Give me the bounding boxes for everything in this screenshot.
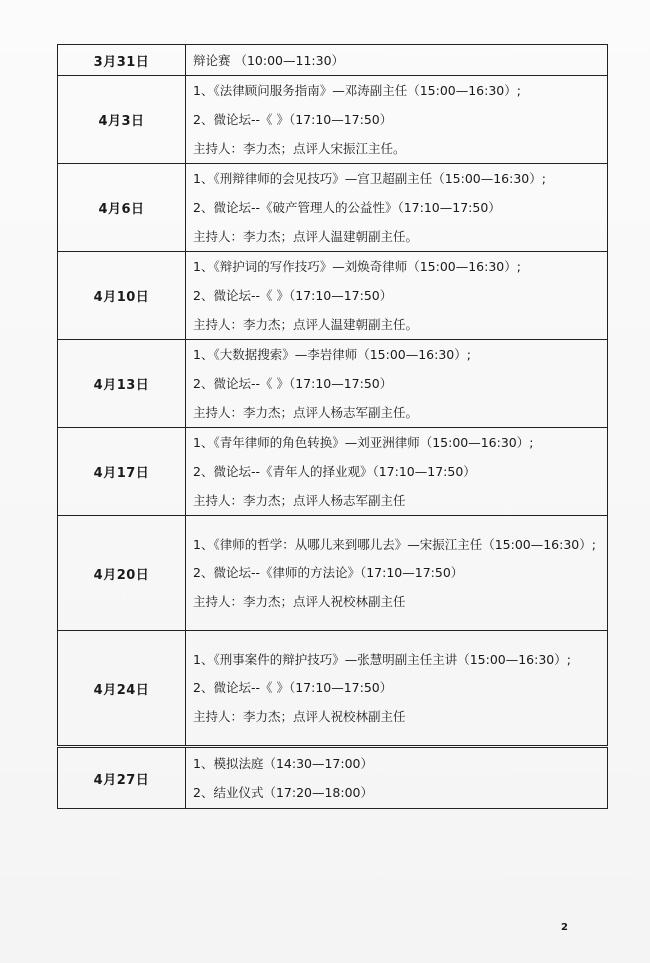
table-row (58, 631, 608, 747)
content-cell (186, 631, 608, 747)
date-cell: 4月10日 (58, 252, 186, 340)
content-line: 1、模拟法庭（14:30—17:00） (193, 756, 373, 771)
content-line: 1、《法律顾问服务指南》—邓涛副主任（15:00—16:30）; (193, 83, 521, 98)
date-cell: 4月17日 (58, 428, 186, 516)
content-line: 主持人：李力杰；点评人祝校林副主任 (193, 593, 406, 609)
page-number: 2 (561, 922, 568, 933)
content-line: 2、微论坛--《破产管理人的公益性》（17:10—17:50） (193, 200, 501, 215)
content-line: 1、《青年律师的角色转换》—刘亚洲律师（15:00—16:30）; (193, 435, 534, 450)
content-line: 2、微论坛--《 》（17:10—17:50） (193, 112, 393, 127)
content-line: 1、《刑辩律师的会见技巧》—宫卫超副主任（15:00—16:30）; (193, 171, 546, 186)
content-line: 2、结业仪式（17:20—18:00） (193, 785, 373, 800)
content-cell (186, 747, 608, 809)
content-cell (186, 164, 608, 252)
content-cell (186, 516, 608, 631)
content-line: 2、微论坛--《 》（17:10—17:50） (193, 288, 393, 303)
table-row (58, 516, 608, 631)
content-line: 1、《大数据搜索》—李岩律师（15:00—16:30）; (193, 347, 471, 362)
date-cell: 4月27日 (58, 747, 186, 809)
table-row (58, 252, 608, 340)
content-line: 1、《刑事案件的辩护技巧》—张慧明副主任主讲（15:00—16:30）; (193, 651, 571, 667)
date-cell: 4月13日 (58, 340, 186, 428)
table-row (58, 428, 608, 516)
content-line: 主持人：李力杰；点评人温建朝副主任。 (193, 317, 419, 332)
date-cell: 4月20日 (58, 516, 186, 631)
content-line: 主持人：李力杰；点评人杨志军副主任 (193, 493, 406, 508)
content-cell (186, 76, 608, 164)
content-line: 2、微论坛--《律师的方法论》（17:10—17:50） (193, 564, 464, 580)
content-line: 辩论赛 （10:00—11:30） (193, 52, 345, 68)
content-line: 主持人：李力杰；点评人宋振江主任。 (193, 141, 406, 156)
content-cell (186, 340, 608, 428)
table-row (58, 76, 608, 164)
table-row (58, 45, 608, 76)
table-row (58, 164, 608, 252)
content-line: 主持人：李力杰；点评人温建朝副主任。 (193, 229, 419, 244)
content-line: 2、微论坛--《 》（17:10—17:50） (193, 376, 393, 391)
date-cell: 3月31日 (58, 45, 186, 76)
date-cell: 4月6日 (58, 164, 186, 252)
table-row (58, 340, 608, 428)
content-line: 1、《辩护词的写作技巧》—刘焕奇律师（15:00—16:30）; (193, 259, 521, 274)
content-line: 主持人：李力杰；点评人杨志军副主任。 (193, 405, 419, 420)
table-row (58, 747, 608, 809)
content-line: 主持人：李力杰；点评人祝校林副主任 (193, 708, 406, 724)
date-cell: 4月24日 (58, 631, 186, 747)
content-line: 2、微论坛--《 》（17:10—17:50） (193, 679, 393, 695)
content-cell (186, 428, 608, 516)
content-line: 1、《律师的哲学：从哪儿来到哪儿去》—宋振江主任（15:00—16:30）; (193, 536, 596, 552)
date-cell: 4月3日 (58, 76, 186, 164)
content-cell (186, 45, 608, 76)
schedule-table (57, 44, 608, 809)
content-line: 2、微论坛--《青年人的择业观》（17:10—17:50） (193, 464, 476, 479)
content-cell (186, 252, 608, 340)
